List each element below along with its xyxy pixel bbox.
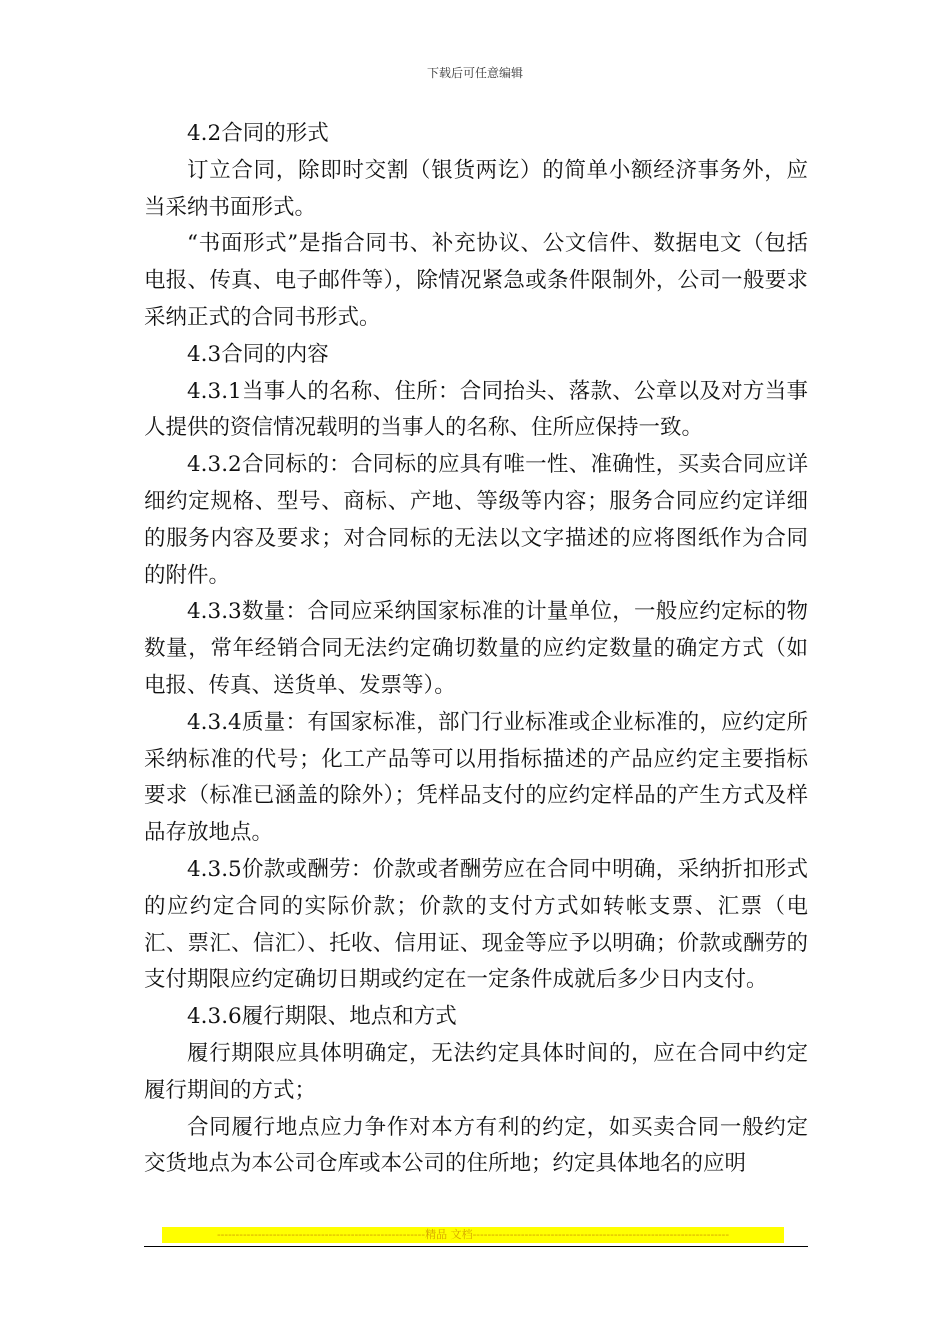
section-heading-4-2: 4.2合同的形式 bbox=[187, 121, 329, 146]
paragraph: 履行期限应具体明确定，无法约定具体时间的，应在合同中约定履行期间的方式； bbox=[144, 1040, 808, 1103]
section-heading-4-3: 4.3合同的内容 bbox=[187, 341, 329, 367]
paragraph: 订立合同，除即时交割（银货两讫）的简单小额经济事务外，应当采纳书面形式。 bbox=[144, 157, 808, 220]
paragraph-4-3-1: 4.3.1当事人的名称、住所：合同抬头、落款、公章以及对方当事人提供的资信情况载明的当事人的名称、住所应保持一致。 bbox=[144, 378, 808, 441]
paragraph-4-3-3: 4.3.3数量：合同应采纳国家标准的计量单位，一般应约定标的物数量，常年经销合同无法约定确切数量的应约定数量的确定方式（如电报、传真、送货单、发票等）。 bbox=[144, 599, 808, 698]
paragraph: 合同履行地点应力争作对本方有利的约定，如买卖合同一般约定交货地点为本公司仓库或本公司的住所地；约定具体地名的应明 bbox=[144, 1114, 808, 1177]
footer-divider bbox=[144, 1246, 808, 1247]
paragraph-4-3-2: 4.3.2合同标的：合同标的应具有唯一性、准确性，买卖合同应详细约定规格、型号、商标、产地、等级等内容；服务合同应约定详细的服务内容及要求；对合同标的无法以文字描述的应将图纸作为合同的附件。 bbox=[144, 452, 808, 588]
paragraph-4-3-4: 4.3.4质量：有国家标准，部门行业标准或企业标准的，应约定所采纳标准的代号；化工产品等可以用指标描述的产品应约定主要指标要求（标准已涵盖的除外）；凭样品支付的应约定样品的产生方式及样品存放地点。 bbox=[144, 709, 808, 846]
section-heading-4-3-6: 4.3.6履行期限、地点和方式 bbox=[187, 1004, 457, 1030]
paragraph: “书面形式”是指合同书、补充协议、公文信件、数据电文（包括电报、传真、电子邮件等），除情况紧急或条件限制外，公司一般要求采纳正式的合同书形式。 bbox=[144, 231, 808, 330]
page-header: 下载后可任意编辑 bbox=[426, 66, 523, 80]
footer-banner: --------------------------------------------------------精品 文档--------------------------------------------------------------------- bbox=[162, 1227, 784, 1243]
paragraph-4-3-5: 4.3.5价款或酬劳：价款或者酬劳应在合同中明确，采纳折扣形式的应约定合同的实际价款；价款的支付方式如转帐支票、汇票（电汇、票汇、信汇）、托收、信用证、现金等应予以明确；价款或酬劳的支付期限应约定确切日期或约定在一定条件成就后多少日内支付。 bbox=[144, 856, 808, 993]
document-body bbox=[144, 116, 808, 1183]
